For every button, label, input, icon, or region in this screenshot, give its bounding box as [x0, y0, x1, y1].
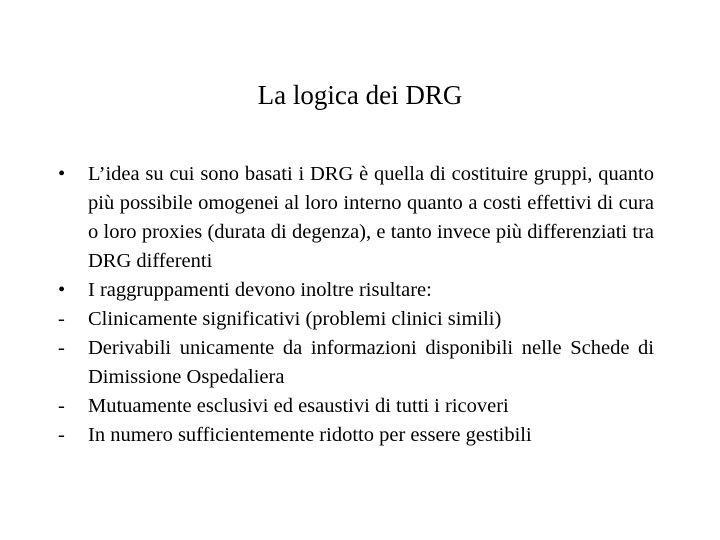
- bullet-list: [54, 160, 654, 450]
- list-item-text: Derivabili unicamente da informazioni disponibili nelle Schede di Dimissione Ospedaliera: [88, 337, 654, 388]
- bullet-marker: •: [58, 279, 66, 301]
- list-item: [54, 160, 654, 276]
- list-item-text: I raggruppamenti devono inoltre risultare:: [88, 279, 432, 301]
- slide-title: La logica dei DRG: [257, 80, 463, 110]
- list-item: [54, 305, 654, 334]
- bullet-marker: •: [58, 163, 66, 185]
- dash-marker: -: [58, 395, 65, 417]
- list-item-text: In numero sufficientemente ridotto per essere gestibili: [88, 424, 532, 446]
- list-item: [54, 276, 654, 305]
- dash-marker: -: [58, 337, 65, 359]
- dash-marker: -: [58, 308, 65, 330]
- list-item-text: L’idea su cui sono basati i DRG è quella di costituire gruppi, quanto più possibile omogenei al loro interno quanto a costi effettivi di cura o loro proxies (durata di degenza), e tanto invece più differenziati tra DRG differenti: [88, 163, 654, 272]
- dash-marker: -: [58, 424, 65, 446]
- list-item-text: Clinicamente significativi (problemi clinici simili): [88, 308, 502, 330]
- list-item: [54, 392, 654, 421]
- list-item: [54, 421, 654, 450]
- list-item: [54, 334, 654, 392]
- list-item-text: Mutuamente esclusivi ed esaustivi di tutti i ricoveri: [88, 395, 509, 417]
